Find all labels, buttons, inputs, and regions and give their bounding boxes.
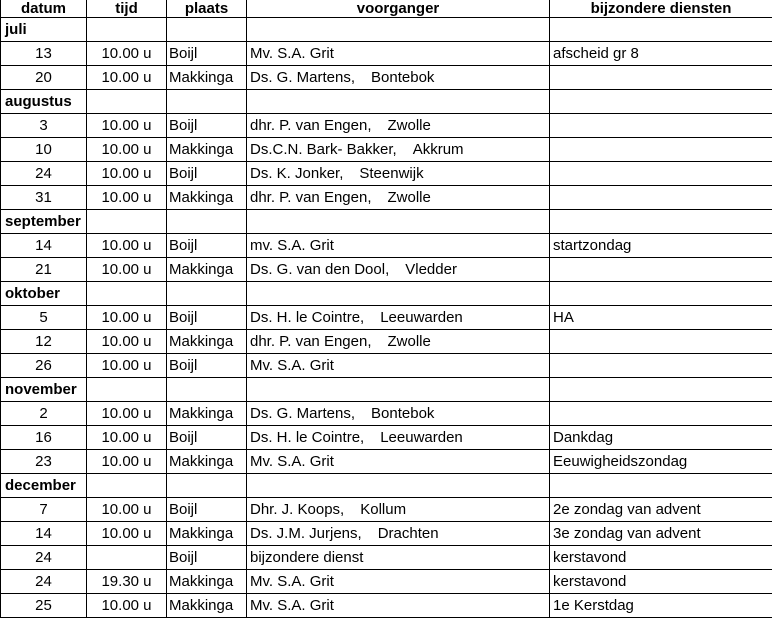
month-row [1,378,772,402]
tijd-cell: 10.00 u [87,306,167,330]
voorganger-cell [247,426,550,450]
empty-cell [87,210,167,234]
bijzondere-dienst-cell [550,354,772,378]
tijd-cell: 10.00 u [87,498,167,522]
tijd-cell: 10.00 u [87,594,167,618]
datum-cell: 31 [1,186,87,210]
voorganger-cell [247,66,550,90]
table-row [1,354,772,378]
table-row [1,162,772,186]
datum-cell: 24 [1,162,87,186]
voorganger-cell [247,186,550,210]
tijd-cell: 10.00 u [87,138,167,162]
voorganger-woonplaats: Zwolle [387,333,431,350]
bijzondere-dienst-cell [550,162,772,186]
voorganger-cell [247,498,550,522]
voorganger-naam: Ds.C.N. Bark- Bakker, [250,141,397,158]
empty-cell [167,282,247,306]
tijd-cell: 19.30 u [87,570,167,594]
voorganger-naam: Mv. S.A. Grit [250,573,334,590]
datum-cell: 25 [1,594,87,618]
voorganger-woonplaats: Kollum [360,501,407,518]
tijd-cell: 10.00 u [87,402,167,426]
empty-cell [550,378,772,402]
plaats-cell: Makkinga [167,330,247,354]
voorganger-cell [247,570,550,594]
datum-cell: 14 [1,522,87,546]
header-plaats: plaats [167,0,247,18]
voorganger-naam: Ds. G. van den Dool, [250,261,390,278]
tijd-cell: 10.00 u [87,162,167,186]
bijzondere-dienst-cell [550,402,772,426]
plaats-cell: Boijl [167,162,247,186]
empty-cell [167,90,247,114]
voorganger-woonplaats: Akkrum [412,141,464,158]
bijzondere-dienst-cell: kerstavond [550,570,772,594]
datum-cell: 5 [1,306,87,330]
datum-cell: 21 [1,258,87,282]
bijzondere-dienst-cell: HA [550,306,772,330]
voorganger-cell [247,42,550,66]
datum-cell: 14 [1,234,87,258]
voorganger-cell [247,114,550,138]
empty-cell [247,474,550,498]
voorganger-naam: Mv. S.A. Grit [250,357,334,374]
datum-cell: 7 [1,498,87,522]
plaats-cell: Boijl [167,498,247,522]
table-row [1,234,772,258]
voorganger-woonplaats: Zwolle [387,189,431,206]
voorganger-cell [247,138,550,162]
table-row [1,546,772,570]
plaats-cell: Makkinga [167,186,247,210]
table-row [1,306,772,330]
month-label: augustus [1,90,87,114]
plaats-cell: Makkinga [167,450,247,474]
table-row [1,450,772,474]
plaats-cell: Makkinga [167,522,247,546]
voorganger-naam: Dhr. J. Koops, [250,501,345,518]
table-row [1,570,772,594]
table-row [1,402,772,426]
bijzondere-dienst-cell: Eeuwigheidszondag [550,450,772,474]
plaats-cell: Makkinga [167,402,247,426]
tijd-cell: 10.00 u [87,522,167,546]
tijd-cell: 10.00 u [87,426,167,450]
empty-cell [550,474,772,498]
voorganger-naam: bijzondere dienst [250,549,364,566]
voorganger-woonplaats: Bontebok [371,405,435,422]
empty-cell [247,90,550,114]
month-row [1,474,772,498]
empty-cell [87,18,167,42]
bijzondere-dienst-cell [550,258,772,282]
header-datum: datum [1,0,87,18]
empty-cell [167,378,247,402]
bijzondere-dienst-cell: 2e zondag van advent [550,498,772,522]
plaats-cell: Makkinga [167,594,247,618]
schedule-body [1,18,772,618]
month-label: november [1,378,87,402]
datum-cell: 24 [1,546,87,570]
voorganger-woonplaats: Steenwijk [359,165,424,182]
empty-cell [247,282,550,306]
empty-cell [167,210,247,234]
voorganger-naam: dhr. P. van Engen, [250,189,372,206]
voorganger-woonplaats: Vledder [405,261,457,278]
datum-cell: 16 [1,426,87,450]
datum-cell: 2 [1,402,87,426]
datum-cell: 13 [1,42,87,66]
voorganger-naam: Mv. S.A. Grit [250,45,334,62]
empty-cell [550,18,772,42]
voorganger-naam: Ds. J.M. Jurjens, [250,525,362,542]
voorganger-cell [247,402,550,426]
voorganger-naam: Ds. H. le Cointre, [250,429,365,446]
voorganger-woonplaats: Leeuwarden [380,429,463,446]
month-label: oktober [1,282,87,306]
month-label: december [1,474,87,498]
table-row [1,66,772,90]
header-voorganger: voorganger [247,0,550,18]
voorganger-cell [247,450,550,474]
voorganger-woonplaats: Bontebok [371,69,435,86]
voorganger-cell [247,306,550,330]
empty-cell [550,90,772,114]
voorganger-naam: Ds. K. Jonker, [250,165,344,182]
tijd-cell: 10.00 u [87,42,167,66]
plaats-cell: Makkinga [167,138,247,162]
plaats-cell: Boijl [167,426,247,450]
plaats-cell: Boijl [167,114,247,138]
empty-cell [247,378,550,402]
voorganger-cell [247,258,550,282]
voorganger-woonplaats: Drachten [377,525,439,542]
empty-cell [247,18,550,42]
month-label: september [1,210,87,234]
empty-cell [167,474,247,498]
table-row [1,186,772,210]
empty-cell [247,210,550,234]
month-row [1,90,772,114]
empty-cell [87,90,167,114]
voorganger-cell [247,330,550,354]
table-row [1,426,772,450]
empty-cell [87,378,167,402]
tijd-cell: 10.00 u [87,450,167,474]
bijzondere-dienst-cell [550,138,772,162]
plaats-cell: Boijl [167,546,247,570]
tijd-cell: 10.00 u [87,258,167,282]
tijd-cell: 10.00 u [87,234,167,258]
tijd-cell: 10.00 u [87,354,167,378]
tijd-cell: 10.00 u [87,186,167,210]
datum-cell: 10 [1,138,87,162]
bijzondere-dienst-cell: afscheid gr 8 [550,42,772,66]
month-label: juli [1,18,87,42]
tijd-cell [87,546,167,570]
table-row [1,114,772,138]
tijd-cell: 10.00 u [87,66,167,90]
voorganger-naam: Mv. S.A. Grit [250,453,334,470]
plaats-cell: Boijl [167,354,247,378]
datum-cell: 12 [1,330,87,354]
bijzondere-dienst-cell: startzondag [550,234,772,258]
empty-cell [87,474,167,498]
table-row [1,522,772,546]
month-row [1,282,772,306]
plaats-cell: Boijl [167,306,247,330]
bijzondere-dienst-cell: 1e Kerstdag [550,594,772,618]
voorganger-cell [247,162,550,186]
voorganger-cell [247,354,550,378]
header-tijd: tijd [87,0,167,18]
plaats-cell: Makkinga [167,258,247,282]
voorganger-cell [247,234,550,258]
datum-cell: 26 [1,354,87,378]
datum-cell: 20 [1,66,87,90]
plaats-cell: Boijl [167,234,247,258]
empty-cell [550,282,772,306]
table-row [1,498,772,522]
month-row [1,18,772,42]
bijzondere-dienst-cell: 3e zondag van advent [550,522,772,546]
voorganger-cell [247,594,550,618]
table-row [1,138,772,162]
voorganger-naam: dhr. P. van Engen, [250,117,372,134]
table-row [1,258,772,282]
voorganger-naam: Ds. H. le Cointre, [250,309,365,326]
voorganger-woonplaats: Zwolle [387,117,431,134]
plaats-cell: Makkinga [167,66,247,90]
voorganger-naam: dhr. P. van Engen, [250,333,372,350]
bijzondere-dienst-cell [550,186,772,210]
month-row [1,210,772,234]
datum-cell: 3 [1,114,87,138]
tijd-cell: 10.00 u [87,330,167,354]
bijzondere-dienst-cell: Dankdag [550,426,772,450]
datum-cell: 24 [1,570,87,594]
tijd-cell: 10.00 u [87,114,167,138]
bijzondere-dienst-cell [550,114,772,138]
plaats-cell: Boijl [167,42,247,66]
table-row [1,330,772,354]
plaats-cell: Makkinga [167,570,247,594]
bijzondere-dienst-cell: kerstavond [550,546,772,570]
bijzondere-dienst-cell [550,330,772,354]
voorganger-naam: Ds. G. Martens, [250,405,356,422]
empty-cell [87,282,167,306]
empty-cell [550,210,772,234]
voorganger-woonplaats: Leeuwarden [380,309,463,326]
empty-cell [167,18,247,42]
bijzondere-dienst-cell [550,66,772,90]
table-row [1,42,772,66]
voorganger-naam: Ds. G. Martens, [250,69,356,86]
table-row [1,594,772,618]
voorganger-naam: mv. S.A. Grit [250,237,334,254]
datum-cell: 23 [1,450,87,474]
voorganger-cell [247,522,550,546]
voorganger-cell [247,546,550,570]
header-row [1,0,772,18]
voorganger-naam: Mv. S.A. Grit [250,597,334,614]
header-bijzondere-diensten: bijzondere diensten [550,0,772,18]
